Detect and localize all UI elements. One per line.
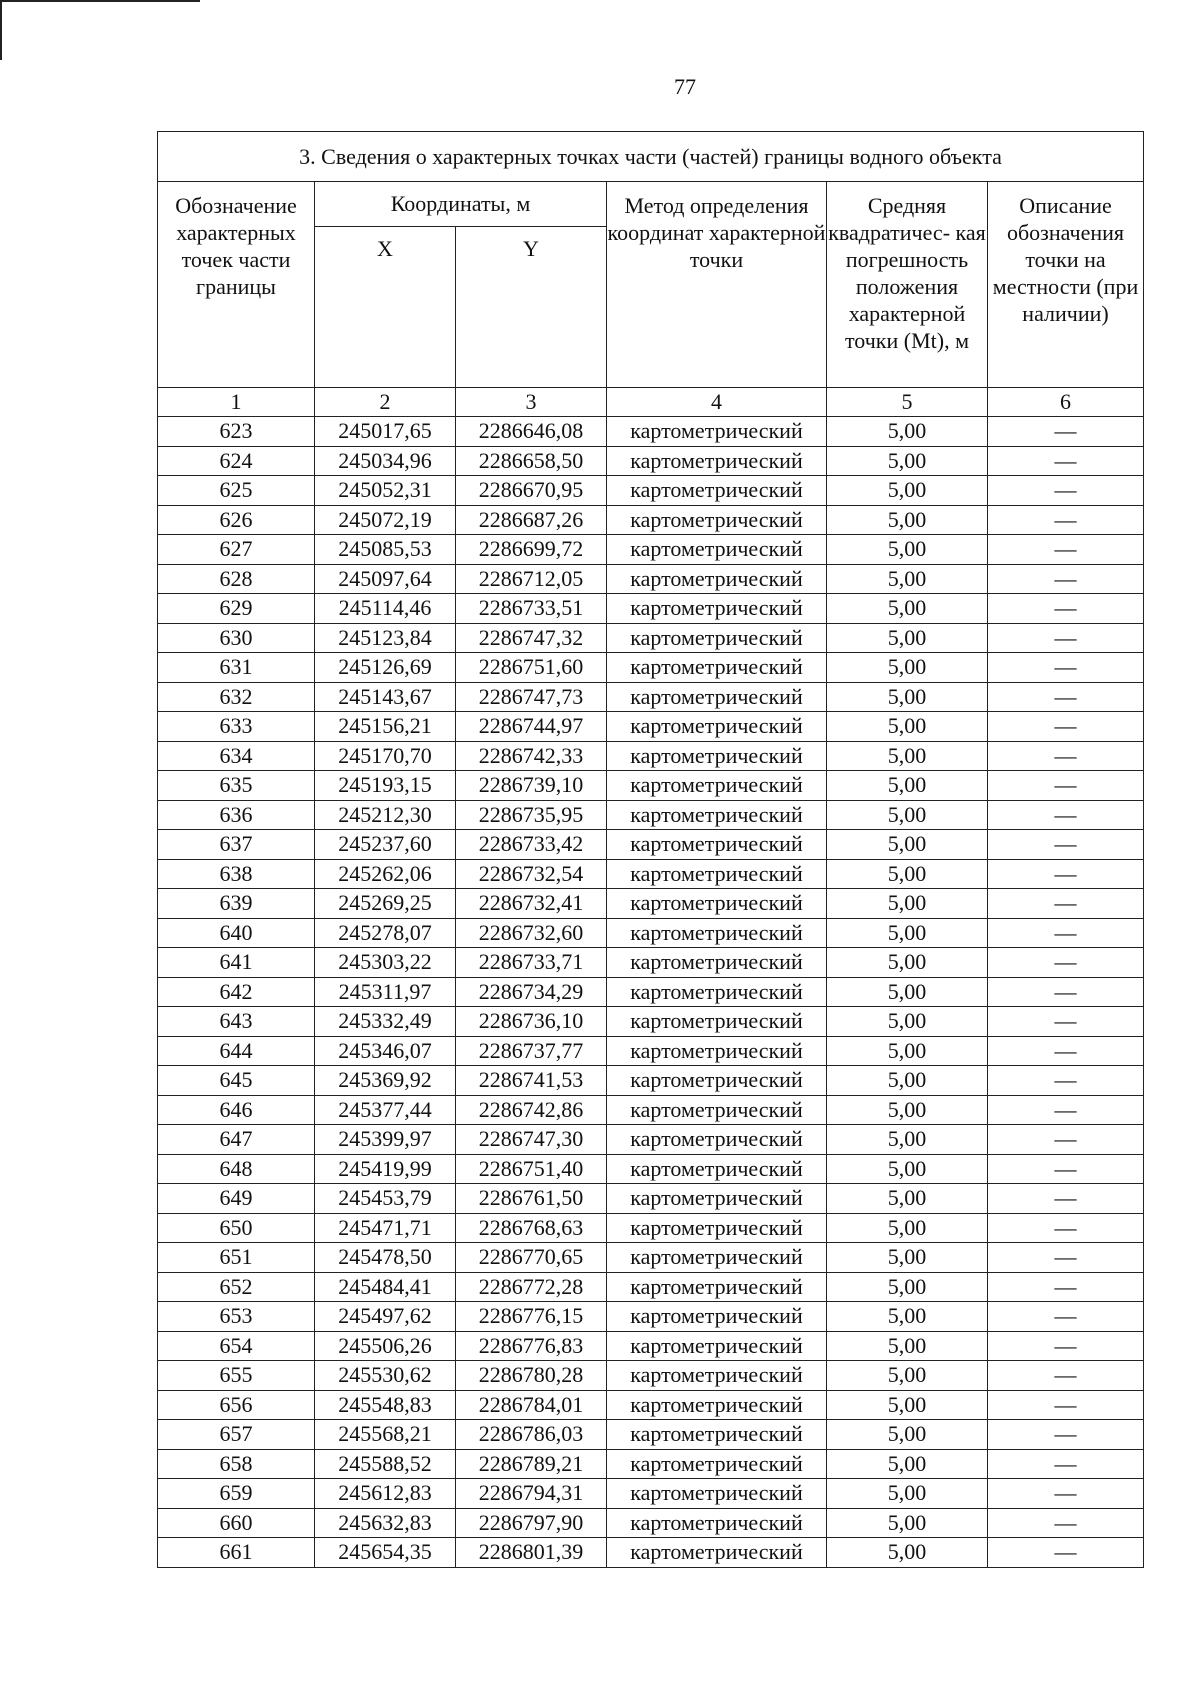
error-cell: 5,00	[827, 1243, 988, 1273]
description-cell: —	[988, 1125, 1144, 1155]
description-cell: —	[988, 1538, 1144, 1568]
method-cell: картометрический	[607, 948, 827, 978]
x-coordinate-cell: 245548,83	[315, 1390, 456, 1420]
x-coordinate-cell: 245497,62	[315, 1302, 456, 1332]
point-id-cell: 634	[158, 741, 315, 771]
description-cell: —	[988, 594, 1144, 624]
method-cell: картометрический	[607, 653, 827, 683]
error-cell: 5,00	[827, 1420, 988, 1450]
y-coordinate-cell: 2286786,03	[456, 1420, 607, 1450]
error-cell: 5,00	[827, 417, 988, 447]
table-row	[158, 476, 1144, 506]
scan-edge-mark	[0, 0, 200, 2]
error-cell: 5,00	[827, 771, 988, 801]
x-coordinate-cell: 245632,83	[315, 1508, 456, 1538]
point-id-cell: 650	[158, 1213, 315, 1243]
description-cell: —	[988, 653, 1144, 683]
table-row	[158, 1125, 1144, 1155]
x-coordinate-cell: 245262,06	[315, 859, 456, 889]
y-coordinate-cell: 2286658,50	[456, 446, 607, 476]
method-cell: картометрический	[607, 918, 827, 948]
method-cell: картометрический	[607, 1449, 827, 1479]
description-cell: —	[988, 1154, 1144, 1184]
error-cell: 5,00	[827, 1184, 988, 1214]
header-method: Метод определения координат характерной точки	[607, 182, 827, 388]
point-id-cell: 623	[158, 417, 315, 447]
y-coordinate-cell: 2286699,72	[456, 535, 607, 565]
table-body	[158, 417, 1144, 1568]
point-id-cell: 659	[158, 1479, 315, 1509]
error-cell: 5,00	[827, 889, 988, 919]
point-id-cell: 653	[158, 1302, 315, 1332]
description-cell: —	[988, 948, 1144, 978]
y-coordinate-cell: 2286733,42	[456, 830, 607, 860]
description-cell: —	[988, 918, 1144, 948]
table-row	[158, 859, 1144, 889]
x-coordinate-cell: 245072,19	[315, 505, 456, 535]
x-coordinate-cell: 245237,60	[315, 830, 456, 860]
point-id-cell: 654	[158, 1331, 315, 1361]
description-cell: —	[988, 623, 1144, 653]
table-row	[158, 1272, 1144, 1302]
column-number: 4	[607, 388, 827, 417]
method-cell: картометрический	[607, 535, 827, 565]
y-coordinate-cell: 2286776,15	[456, 1302, 607, 1332]
x-coordinate-cell: 245269,25	[315, 889, 456, 919]
error-cell: 5,00	[827, 741, 988, 771]
description-cell: —	[988, 535, 1144, 565]
method-cell: картометрический	[607, 859, 827, 889]
description-cell: —	[988, 830, 1144, 860]
description-cell: —	[988, 800, 1144, 830]
y-coordinate-cell: 2286733,51	[456, 594, 607, 624]
description-cell: —	[988, 1390, 1144, 1420]
point-id-cell: 646	[158, 1095, 315, 1125]
x-coordinate-cell: 245278,07	[315, 918, 456, 948]
x-coordinate-cell: 245212,30	[315, 800, 456, 830]
description-cell: —	[988, 771, 1144, 801]
description-cell: —	[988, 1036, 1144, 1066]
error-cell: 5,00	[827, 1449, 988, 1479]
x-coordinate-cell: 245311,97	[315, 977, 456, 1007]
y-coordinate-cell: 2286712,05	[456, 564, 607, 594]
table-row	[158, 1302, 1144, 1332]
description-cell: —	[988, 417, 1144, 447]
y-coordinate-cell: 2286646,08	[456, 417, 607, 447]
x-coordinate-cell: 245369,92	[315, 1066, 456, 1096]
method-cell: картометрический	[607, 977, 827, 1007]
method-cell: картометрический	[607, 446, 827, 476]
y-coordinate-cell: 2286772,28	[456, 1272, 607, 1302]
error-cell: 5,00	[827, 1331, 988, 1361]
x-coordinate-cell: 245471,71	[315, 1213, 456, 1243]
point-id-cell: 655	[158, 1361, 315, 1391]
header-point: Обозначение характерных точек части границы	[158, 182, 315, 388]
y-coordinate-cell: 2286761,50	[456, 1184, 607, 1214]
point-id-cell: 657	[158, 1420, 315, 1450]
description-cell: —	[988, 446, 1144, 476]
error-cell: 5,00	[827, 682, 988, 712]
method-cell: картометрический	[607, 1390, 827, 1420]
x-coordinate-cell: 245114,46	[315, 594, 456, 624]
y-coordinate-cell: 2286747,30	[456, 1125, 607, 1155]
error-cell: 5,00	[827, 1508, 988, 1538]
table-row	[158, 446, 1144, 476]
point-id-cell: 642	[158, 977, 315, 1007]
error-cell: 5,00	[827, 535, 988, 565]
point-id-cell: 643	[158, 1007, 315, 1037]
method-cell: картометрический	[607, 682, 827, 712]
table-row	[158, 1390, 1144, 1420]
point-id-cell: 632	[158, 682, 315, 712]
x-coordinate-cell: 245123,84	[315, 623, 456, 653]
x-coordinate-cell: 245377,44	[315, 1095, 456, 1125]
method-cell: картометрический	[607, 594, 827, 624]
method-cell: картометрический	[607, 1302, 827, 1332]
y-coordinate-cell: 2286736,10	[456, 1007, 607, 1037]
table-row	[158, 977, 1144, 1007]
error-cell: 5,00	[827, 830, 988, 860]
method-cell: картометрический	[607, 800, 827, 830]
table-row	[158, 1007, 1144, 1037]
y-coordinate-cell: 2286789,21	[456, 1449, 607, 1479]
table-row	[158, 1036, 1144, 1066]
point-id-cell: 656	[158, 1390, 315, 1420]
method-cell: картометрический	[607, 1007, 827, 1037]
table-row	[158, 889, 1144, 919]
x-coordinate-cell: 245017,65	[315, 417, 456, 447]
y-coordinate-cell: 2286687,26	[456, 505, 607, 535]
description-cell: —	[988, 1479, 1144, 1509]
point-id-cell: 639	[158, 889, 315, 919]
method-cell: картометрический	[607, 830, 827, 860]
point-id-cell: 661	[158, 1538, 315, 1568]
y-coordinate-cell: 2286751,40	[456, 1154, 607, 1184]
boundary-points-table	[157, 131, 1144, 1568]
x-coordinate-cell: 245156,21	[315, 712, 456, 742]
table-row	[158, 594, 1144, 624]
method-cell: картометрический	[607, 771, 827, 801]
y-coordinate-cell: 2286733,71	[456, 948, 607, 978]
x-coordinate-cell: 245530,62	[315, 1361, 456, 1391]
description-cell: —	[988, 682, 1144, 712]
error-cell: 5,00	[827, 1390, 988, 1420]
column-number-row	[158, 388, 1144, 417]
header-y: Y	[456, 227, 607, 388]
point-id-cell: 638	[158, 859, 315, 889]
error-cell: 5,00	[827, 1007, 988, 1037]
table-row	[158, 830, 1144, 860]
table-row	[158, 623, 1144, 653]
y-coordinate-cell: 2286794,31	[456, 1479, 607, 1509]
point-id-cell: 652	[158, 1272, 315, 1302]
header-error: Средняя квадратичес- кая погрешность положения характерной точки (Mt), м	[827, 182, 988, 388]
x-coordinate-cell: 245170,70	[315, 741, 456, 771]
y-coordinate-cell: 2286784,01	[456, 1390, 607, 1420]
y-coordinate-cell: 2286670,95	[456, 476, 607, 506]
method-cell: картометрический	[607, 1331, 827, 1361]
error-cell: 5,00	[827, 505, 988, 535]
description-cell: —	[988, 889, 1144, 919]
table-row	[158, 1361, 1144, 1391]
point-id-cell: 637	[158, 830, 315, 860]
method-cell: картометрический	[607, 417, 827, 447]
table-row	[158, 1538, 1144, 1568]
y-coordinate-cell: 2286797,90	[456, 1508, 607, 1538]
table-row	[158, 1479, 1144, 1509]
error-cell: 5,00	[827, 859, 988, 889]
description-cell: —	[988, 1331, 1144, 1361]
table-row	[158, 682, 1144, 712]
x-coordinate-cell: 245478,50	[315, 1243, 456, 1273]
table-row	[158, 771, 1144, 801]
x-coordinate-cell: 245097,64	[315, 564, 456, 594]
y-coordinate-cell: 2286768,63	[456, 1213, 607, 1243]
method-cell: картометрический	[607, 1095, 827, 1125]
page-number: 77	[674, 74, 696, 99]
error-cell: 5,00	[827, 623, 988, 653]
table-row	[158, 712, 1144, 742]
table-row	[158, 1184, 1144, 1214]
point-id-cell: 660	[158, 1508, 315, 1538]
column-number: 2	[315, 388, 456, 417]
description-cell: —	[988, 1361, 1144, 1391]
point-id-cell: 629	[158, 594, 315, 624]
point-id-cell: 625	[158, 476, 315, 506]
column-number: 3	[456, 388, 607, 417]
point-id-cell: 636	[158, 800, 315, 830]
description-cell: —	[988, 1066, 1144, 1096]
y-coordinate-cell: 2286737,77	[456, 1036, 607, 1066]
x-coordinate-cell: 245346,07	[315, 1036, 456, 1066]
x-coordinate-cell: 245052,31	[315, 476, 456, 506]
table-row	[158, 653, 1144, 683]
point-id-cell: 651	[158, 1243, 315, 1273]
point-id-cell: 631	[158, 653, 315, 683]
description-cell: —	[988, 1302, 1144, 1332]
x-coordinate-cell: 245399,97	[315, 1125, 456, 1155]
method-cell: картометрический	[607, 564, 827, 594]
y-coordinate-cell: 2286776,83	[456, 1331, 607, 1361]
column-number: 6	[988, 388, 1144, 417]
method-cell: картометрический	[607, 889, 827, 919]
header-x: X	[315, 227, 456, 388]
y-coordinate-cell: 2286780,28	[456, 1361, 607, 1391]
error-cell: 5,00	[827, 1036, 988, 1066]
y-coordinate-cell: 2286741,53	[456, 1066, 607, 1096]
error-cell: 5,00	[827, 712, 988, 742]
error-cell: 5,00	[827, 1154, 988, 1184]
description-cell: —	[988, 1243, 1144, 1273]
error-cell: 5,00	[827, 1213, 988, 1243]
table-row	[158, 1420, 1144, 1450]
description-cell: —	[988, 712, 1144, 742]
x-coordinate-cell: 245506,26	[315, 1331, 456, 1361]
method-cell: картометрический	[607, 1125, 827, 1155]
method-cell: картометрический	[607, 1036, 827, 1066]
table-row	[158, 1095, 1144, 1125]
error-cell: 5,00	[827, 1125, 988, 1155]
y-coordinate-cell: 2286735,95	[456, 800, 607, 830]
point-id-cell: 644	[158, 1036, 315, 1066]
description-cell: —	[988, 1184, 1144, 1214]
y-coordinate-cell: 2286747,73	[456, 682, 607, 712]
table-row	[158, 1243, 1144, 1273]
method-cell: картометрический	[607, 1066, 827, 1096]
point-id-cell: 635	[158, 771, 315, 801]
y-coordinate-cell: 2286751,60	[456, 653, 607, 683]
error-cell: 5,00	[827, 1479, 988, 1509]
error-cell: 5,00	[827, 446, 988, 476]
description-cell: —	[988, 1508, 1144, 1538]
error-cell: 5,00	[827, 476, 988, 506]
point-id-cell: 624	[158, 446, 315, 476]
description-cell: —	[988, 741, 1144, 771]
scan-edge-mark	[0, 0, 2, 60]
method-cell: картометрический	[607, 1479, 827, 1509]
x-coordinate-cell: 245126,69	[315, 653, 456, 683]
column-number: 5	[827, 388, 988, 417]
method-cell: картометрический	[607, 1272, 827, 1302]
table-row	[158, 1213, 1144, 1243]
method-cell: картометрический	[607, 1184, 827, 1214]
method-cell: картометрический	[607, 1538, 827, 1568]
x-coordinate-cell: 245654,35	[315, 1538, 456, 1568]
table-row	[158, 741, 1144, 771]
table-row	[158, 535, 1144, 565]
table-row	[158, 1154, 1144, 1184]
description-cell: —	[988, 859, 1144, 889]
x-coordinate-cell: 245193,15	[315, 771, 456, 801]
y-coordinate-cell: 2286734,29	[456, 977, 607, 1007]
error-cell: 5,00	[827, 1066, 988, 1096]
method-cell: картометрический	[607, 1213, 827, 1243]
description-cell: —	[988, 1007, 1144, 1037]
table-row	[158, 1331, 1144, 1361]
point-id-cell: 627	[158, 535, 315, 565]
error-cell: 5,00	[827, 594, 988, 624]
header-description: Описание обозначения точки на местности (при наличии)	[988, 182, 1144, 388]
x-coordinate-cell: 245332,49	[315, 1007, 456, 1037]
point-id-cell: 649	[158, 1184, 315, 1214]
x-coordinate-cell: 245484,41	[315, 1272, 456, 1302]
y-coordinate-cell: 2286739,10	[456, 771, 607, 801]
point-id-cell: 648	[158, 1154, 315, 1184]
error-cell: 5,00	[827, 1361, 988, 1391]
x-coordinate-cell: 245568,21	[315, 1420, 456, 1450]
point-id-cell: 647	[158, 1125, 315, 1155]
table-row	[158, 1449, 1144, 1479]
error-cell: 5,00	[827, 948, 988, 978]
y-coordinate-cell: 2286747,32	[456, 623, 607, 653]
point-id-cell: 640	[158, 918, 315, 948]
description-cell: —	[988, 1420, 1144, 1450]
description-cell: —	[988, 564, 1144, 594]
y-coordinate-cell: 2286732,60	[456, 918, 607, 948]
error-cell: 5,00	[827, 1538, 988, 1568]
header-coordinates: Координаты, м	[315, 182, 607, 227]
y-coordinate-cell: 2286742,86	[456, 1095, 607, 1125]
y-coordinate-cell: 2286742,33	[456, 741, 607, 771]
table-row	[158, 564, 1144, 594]
point-id-cell: 658	[158, 1449, 315, 1479]
description-cell: —	[988, 505, 1144, 535]
error-cell: 5,00	[827, 1272, 988, 1302]
description-cell: —	[988, 1095, 1144, 1125]
error-cell: 5,00	[827, 1302, 988, 1332]
x-coordinate-cell: 245612,83	[315, 1479, 456, 1509]
x-coordinate-cell: 245085,53	[315, 535, 456, 565]
method-cell: картометрический	[607, 476, 827, 506]
x-coordinate-cell: 245419,99	[315, 1154, 456, 1184]
method-cell: картометрический	[607, 712, 827, 742]
table-row	[158, 1508, 1144, 1538]
table-title: 3. Сведения о характерных точках части (частей) границы водного объекта	[158, 132, 1144, 182]
table-row	[158, 948, 1144, 978]
table-row	[158, 417, 1144, 447]
point-id-cell: 628	[158, 564, 315, 594]
method-cell: картометрический	[607, 1420, 827, 1450]
error-cell: 5,00	[827, 918, 988, 948]
description-cell: —	[988, 977, 1144, 1007]
description-cell: —	[988, 476, 1144, 506]
point-id-cell: 645	[158, 1066, 315, 1096]
method-cell: картометрический	[607, 623, 827, 653]
method-cell: картометрический	[607, 741, 827, 771]
method-cell: картометрический	[607, 505, 827, 535]
point-id-cell: 626	[158, 505, 315, 535]
description-cell: —	[988, 1213, 1144, 1243]
point-id-cell: 630	[158, 623, 315, 653]
point-id-cell: 641	[158, 948, 315, 978]
x-coordinate-cell: 245453,79	[315, 1184, 456, 1214]
x-coordinate-cell: 245588,52	[315, 1449, 456, 1479]
x-coordinate-cell: 245143,67	[315, 682, 456, 712]
error-cell: 5,00	[827, 800, 988, 830]
error-cell: 5,00	[827, 977, 988, 1007]
error-cell: 5,00	[827, 1095, 988, 1125]
error-cell: 5,00	[827, 653, 988, 683]
description-cell: —	[988, 1449, 1144, 1479]
point-id-cell: 633	[158, 712, 315, 742]
y-coordinate-cell: 2286801,39	[456, 1538, 607, 1568]
error-cell: 5,00	[827, 564, 988, 594]
x-coordinate-cell: 245034,96	[315, 446, 456, 476]
y-coordinate-cell: 2286732,41	[456, 889, 607, 919]
column-number: 1	[158, 388, 315, 417]
x-coordinate-cell: 245303,22	[315, 948, 456, 978]
table-row	[158, 505, 1144, 535]
y-coordinate-cell: 2286744,97	[456, 712, 607, 742]
table-row	[158, 918, 1144, 948]
method-cell: картометрический	[607, 1508, 827, 1538]
method-cell: картометрический	[607, 1361, 827, 1391]
y-coordinate-cell: 2286732,54	[456, 859, 607, 889]
description-cell: —	[988, 1272, 1144, 1302]
y-coordinate-cell: 2286770,65	[456, 1243, 607, 1273]
method-cell: картометрический	[607, 1154, 827, 1184]
method-cell: картометрический	[607, 1243, 827, 1273]
table-row	[158, 1066, 1144, 1096]
table-row	[158, 800, 1144, 830]
